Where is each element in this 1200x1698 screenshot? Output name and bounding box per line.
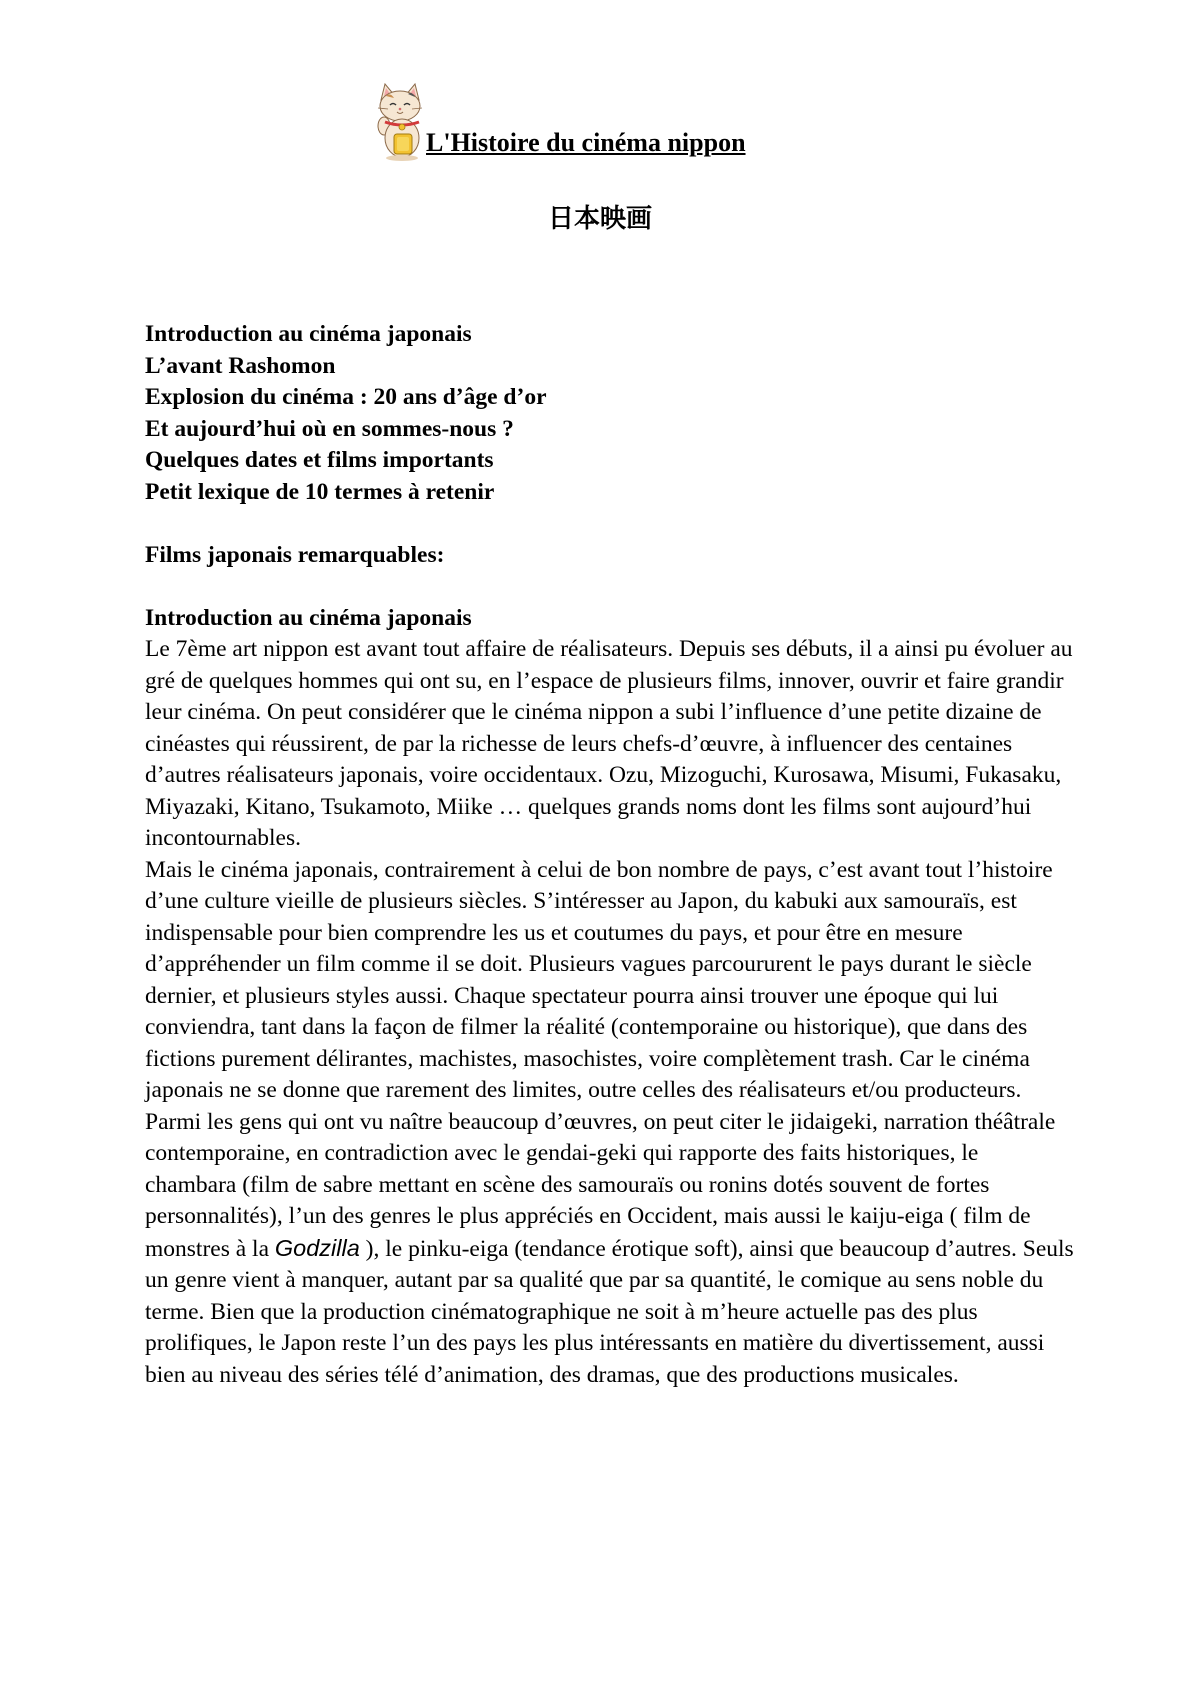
maneki-neko-cat-icon (372, 82, 428, 162)
godzilla-italic: Godzilla (274, 1234, 360, 1261)
page-title: L'Histoire du cinéma nippon (426, 128, 746, 157)
paragraph-1: Le 7ème art nippon est avant tout affaire de réalisateurs. Depuis ses débuts, il a ainsi pu évoluer au gré de quelques hommes qui ont su, en l’espace de plusieurs films, innover, ouvrir et faire grandir leur cinéma. On peut considérer que le cinéma nippon a subi l’influence d’une petite dizaine de cinéastes qui réussirent, de par la richesse de leurs chefs-d’œuvre, à influencer des centaines d’autres réalisateurs japonais, voire occidentaux. Ozu, Mizoguchi, Kurosawa, Misumi, Fukasaku, Miyazaki, Kitano, Tsukamoto, Miike … quelques grands noms dont les films sont aujourd’hui incontournables. (145, 636, 1073, 851)
remarkable-films-heading: Films japonais remarquables: (145, 541, 445, 568)
toc-item-dates-films: Quelques dates et films importants (145, 447, 494, 473)
toc-item-avant-rashomon: L’avant Rashomon (145, 352, 336, 379)
page-subtitle-japanese: 日本映画 (547, 204, 652, 234)
toc-item-explosion: Explosion du cinéma : 20 ans d’âge d’or (145, 384, 547, 410)
paragraph-2: Mais le cinéma japonais, contrairement à celui de bon nombre de pays, c’est avant tout l’histoire d’une culture vieille de plusieurs siècles. S’intéresser au Japon, du kabuki aux samouraïs, est indispensable pour bien comprendre les us et coutumes du pays, et pour être en mesure d’appréhender un film comme il se doit. Plusieurs vagues parcoururent le pays durant le siècle dernier, et plusieurs styles aussi. Chaque spectateur pourra ainsi trouver une époque qui lui conviendra, tant dans la façon de filmer la réalité (contemporaine ou historique), que dans des fictions purement délirantes, machistes, masochistes, voire complètement trash. Car le cinéma japonais ne se donne que rarement des limites, outre celles des réalisateurs et/ou producteurs. (145, 856, 1053, 1103)
table-of-contents (145, 319, 1075, 508)
paragraph-3-part-2: ), le pinku-eiga (tendance érotique soft), ainsi que beaucoup d’autres. Seuls un genre vient à manquer, autant par sa qualité que par sa quantité, le comique au sens noble du terme. Bien que la production cinématographique ne soit à m’heure actuelle pas des plus prolifiques, le Japon reste l’un des pays les plus intéressants en matière du divertissement, aussi bien au niveau des séries télé d’animation, des dramas, que des productions musicales. (145, 1235, 1074, 1388)
paragraph-3-part-1: Parmi les gens qui ont vu naître beaucoup d’œuvres, on peut citer le jidaigeki, narration théâtrale contemporaine, en contradiction avec le gendai-geki qui rapporte des faits historiques, le chambara (film de sabre mettant en scène des samouraïs ou ronins dotés souvent de fortes personnalités), l’un des genres le plus appréciés en Occident, mais aussi le kaiju-eiga ( film de monstres à la (145, 1108, 1056, 1262)
paragraph-3 (145, 1107, 1075, 1392)
toc-item-lexique: Petit lexique de 10 termes à retenir (145, 478, 495, 505)
toc-item-introduction: Introduction au cinéma japonais (145, 321, 472, 347)
toc-item-aujourdhui: Et aujourd’hui où en sommes-nous ? (145, 415, 514, 442)
section-heading: Introduction au cinéma japonais (145, 604, 472, 631)
document-content (145, 319, 1075, 1391)
section-body (145, 634, 1075, 1391)
